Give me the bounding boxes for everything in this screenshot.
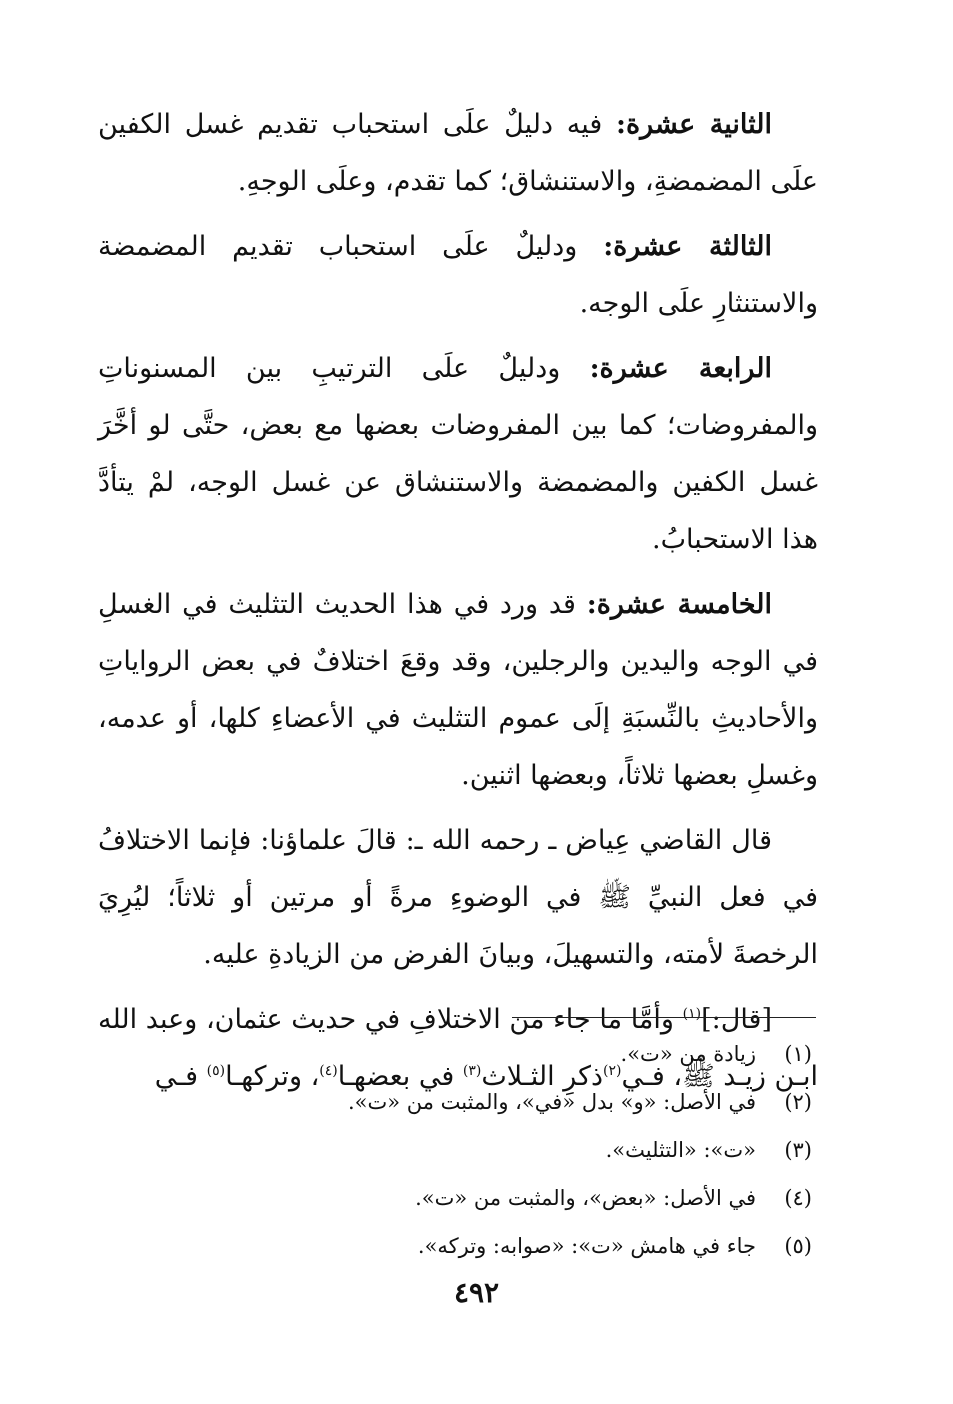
footnote-ref-1[interactable]: (١) bbox=[682, 1006, 702, 1022]
paragraph-qadi-iyad bbox=[98, 812, 818, 983]
footnote-item bbox=[98, 1078, 812, 1126]
paragraph-text: قد ورد في هذا الحديث التثليث في الغسلِ في الوجه واليدين والرجلين، وقد وقعَ اختلافٌ في بعض الرواياتِ والأحاديثِ بالنِّسبَةِ إلَى عموم التثليث في الأعضاءِ كلها، أو عدمه، وغسلِ بعضها ثلاثاً، وبعضها اثنين. bbox=[98, 589, 818, 791]
footnote-number: (٣) bbox=[784, 1138, 812, 1162]
footnote-divider bbox=[512, 1017, 816, 1018]
footnote-text: زيادة من «ت». bbox=[620, 1042, 756, 1066]
paragraph-text: وأمَّا ما جاء من الاختلافِ في حديث عثمان، وعبد الله ابـن زيـد ﷺ، فـي bbox=[98, 1004, 818, 1092]
page-number: ٤٩٢ bbox=[453, 1276, 500, 1309]
footnote-number: (٤) bbox=[784, 1186, 812, 1210]
footnote-text: في الأصل: «و» بدل «في»، والمثبت من «ت». bbox=[347, 1090, 756, 1114]
footnote-text: في الأصل: «بعض»، والمثبت من «ت». bbox=[415, 1186, 756, 1210]
footnote-ref-3[interactable]: (٣) bbox=[462, 1063, 482, 1079]
paragraph-heading: الرابعة عشرة: bbox=[589, 353, 773, 384]
footnote-item bbox=[98, 1126, 812, 1174]
footnote-text: «ت»: «التثليث». bbox=[605, 1138, 756, 1162]
paragraph-text: في بعضهـا bbox=[337, 1061, 463, 1092]
footnote-ref-2[interactable]: (٢) bbox=[603, 1063, 622, 1079]
footnote-item bbox=[98, 1222, 812, 1270]
footnote-number: (٥) bbox=[784, 1234, 812, 1258]
paragraph-text: ودليلٌ علَى استحباب تقديم المضمضة والاستنثارِ علَى الوجه. bbox=[98, 231, 818, 319]
paragraph-text: فيه دليلٌ علَى استحباب تقديم غسل الكفين علَى المضمضةِ، والاستنشاق؛ كما تقدم، وعلَى الوجهِ. bbox=[98, 109, 818, 197]
paragraph-fourteenth bbox=[98, 340, 818, 568]
footnote-item bbox=[98, 1030, 812, 1078]
footnote-ref-4[interactable]: (٤) bbox=[319, 1063, 338, 1079]
paragraph-heading: الخامسة عشرة: bbox=[586, 589, 773, 620]
paragraph-text: فـي bbox=[154, 1061, 207, 1092]
paragraph-text: ، وتركهـا bbox=[225, 1061, 320, 1092]
paragraph-twelfth bbox=[98, 96, 818, 210]
footnote-number: (٢) bbox=[784, 1090, 812, 1114]
footnote-number: (١) bbox=[784, 1042, 812, 1066]
footnote-text: جاء في هامش «ت»: «صوابه: وتركه». bbox=[417, 1234, 756, 1258]
footnotes-list bbox=[98, 1030, 812, 1270]
paragraph-text: قال القاضي عِياض ـ رحمه الله ـ: قالَ علماؤنا: فإنما الاختلافُ في فعل النبيِّ ﷺ في الوضوءِ مرةً أو مرتين أو ثلاثاً؛ ليُرِيَ الرخصةَ لأمته، والتسهيلَ، وبيانَ الفرض من الزيادةِ عليه. bbox=[98, 825, 818, 970]
paragraph-text: ودليلٌ علَى الترتيبِ بين المسنوناتِ والمفروضات؛ كما بين المفروضات بعضها مع بعض، حتَّى لو أخَّرَ غسل الكفين والمضمضة والاستنشاق عن غسل الوجه، لمْ يتأدَّ هذا الاستحبابُ. bbox=[98, 353, 818, 555]
footnote-item bbox=[98, 1174, 812, 1222]
paragraph-heading: الثالثة عشرة: bbox=[603, 231, 772, 262]
paragraph-thirteenth bbox=[98, 218, 818, 332]
footnote-ref-5[interactable]: (٥) bbox=[206, 1063, 226, 1079]
paragraph-fifteenth bbox=[98, 576, 818, 804]
page-body bbox=[98, 96, 818, 1113]
paragraph-heading: الثانية عشرة: bbox=[616, 109, 772, 140]
paragraph-text: ذكرِ الثـلاث bbox=[481, 1061, 604, 1092]
paragraph-text: [قال:] bbox=[701, 1004, 772, 1035]
